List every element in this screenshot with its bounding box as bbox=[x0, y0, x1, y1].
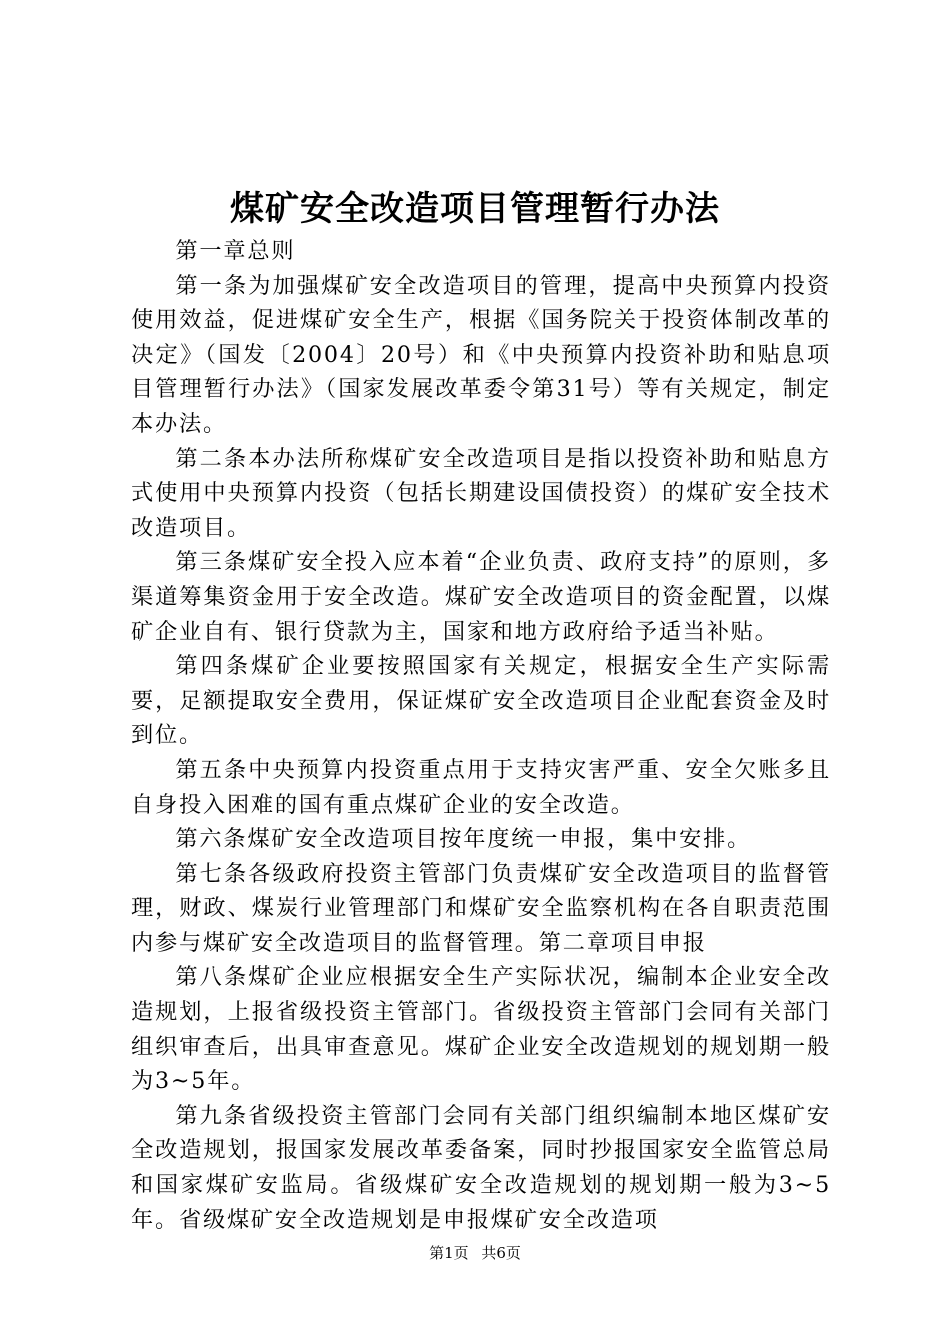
page-total: 共6页 bbox=[481, 1244, 521, 1262]
paragraph-article-1: 第一条为加强煤矿安全改造项目的管理，提高中央预算内投资使用效益，促进煤矿安全生产，根据《国务院关于投资体制改革的决定》（国发〔2004〕20号）和《中央预算内投资补助和贴息项目管理暂行办法》（国家发展改革委令第31号）等有关规定，制定本办法。 bbox=[131, 272, 831, 437]
document-body bbox=[131, 234, 831, 1237]
document-title: 煤矿安全改造项目管理暂行办法 bbox=[230, 189, 720, 229]
paragraph-article-4: 第四条煤矿企业要按照国家有关规定，根据安全生产实际需要，足额提取安全费用，保证煤矿安全改造项目企业配套资金及时到位。 bbox=[131, 653, 831, 749]
page-number: 第1页 bbox=[429, 1244, 469, 1262]
paragraph-article-5: 第五条中央预算内投资重点用于支持灾害严重、安全欠账多且自身投入困难的国有重点煤矿企业的安全改造。 bbox=[131, 756, 831, 818]
paragraph-article-7: 第七条各级政府投资主管部门负责煤矿安全改造项目的监督管理，财政、煤炭行业管理部门和煤矿安全监察机构在各自职责范围内参与煤矿安全改造项目的监督管理。第二章项目申报 bbox=[131, 860, 831, 956]
paragraph-article-9: 第九条省级投资主管部门会同有关部门组织编制本地区煤矿安全改造规划，报国家发展改革委备案，同时抄报国家安全监管总局和国家煤矿安监局。省级煤矿安全改造规划的规划期一般为3~5年。省级煤矿安全改造规划是申报煤矿安全改造项 bbox=[131, 1102, 831, 1233]
paragraph-article-6: 第六条煤矿安全改造项目按年度统一申报，集中安排。 bbox=[175, 826, 752, 853]
paragraph-article-8: 第八条煤矿企业应根据安全生产实际状况，编制本企业安全改造规划，上报省级投资主管部门。省级投资主管部门会同有关部门组织审查后，出具审查意见。煤矿企业安全改造规划的规划期一般为3~5年。 bbox=[131, 964, 831, 1095]
paragraph-article-3: 第三条煤矿安全投入应本着“企业负责、政府支持”的原则，多渠道筹集资金用于安全改造。煤矿安全改造项目的资金配置，以煤矿企业自有、银行贷款为主，国家和地方政府给予适当补贴。 bbox=[131, 549, 831, 645]
page-footer bbox=[0, 1242, 950, 1264]
paragraph-article-2: 第二条本办法所称煤矿安全改造项目是指以投资补助和贴息方式使用中央预算内投资（包括长期建设国债投资）的煤矿安全技术改造项目。 bbox=[131, 445, 831, 541]
paragraph-chapter-1: 第一章总则 bbox=[175, 238, 296, 264]
